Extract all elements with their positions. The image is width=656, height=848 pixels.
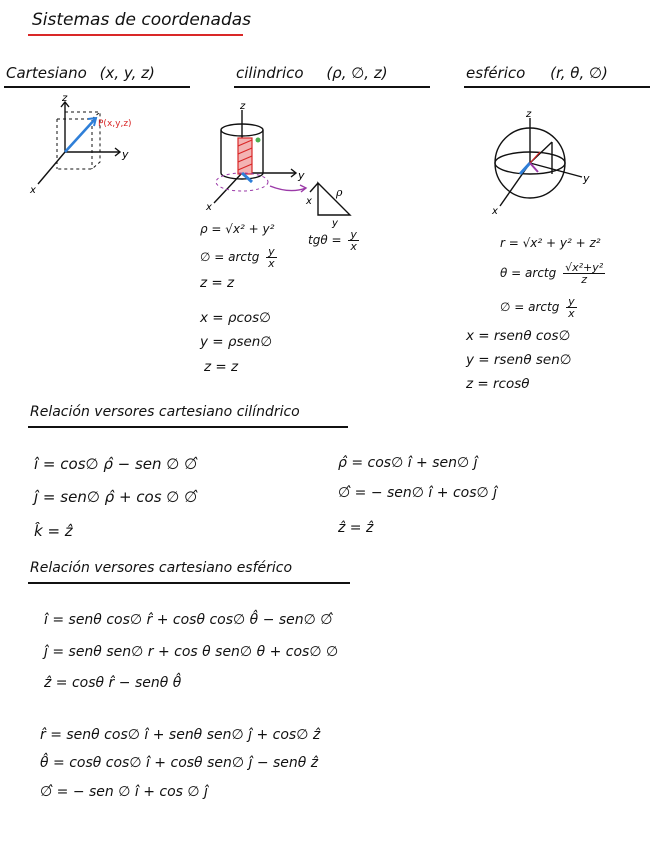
sph-phi-den: x bbox=[568, 307, 575, 320]
sph-axis-y: y bbox=[583, 172, 590, 185]
sph-inverse-line: ∅̂ = − sen ∅ î + cos ∅ ĵ bbox=[40, 784, 208, 800]
cyl-tan-label: tgθ = bbox=[308, 233, 342, 247]
sph-inverse-line: θ̂ = cosθ cos∅ î + cosθ sen∅ ĵ − senθ ẑ bbox=[40, 755, 319, 771]
section-cyl-heading: Relación versores cartesiano cilíndrico bbox=[30, 404, 300, 420]
sph-phi-frac bbox=[566, 296, 577, 319]
cylindrical-underline bbox=[234, 86, 430, 88]
cartesian-heading bbox=[6, 64, 155, 82]
cart-point-label: P(x,y,z) bbox=[98, 119, 132, 129]
cyl-tan-eq bbox=[308, 229, 359, 252]
sph-theta-den: z bbox=[581, 273, 587, 286]
cartesian-underline bbox=[4, 86, 190, 88]
triangle-y-label: y bbox=[332, 218, 338, 229]
cyl-phi-frac bbox=[266, 246, 277, 269]
page-title: Sistemas de coordenadas bbox=[32, 10, 252, 30]
cyl-right-line: ρ̂ = cos∅ î + sen∅ ĵ bbox=[338, 455, 478, 471]
spherical-diagram bbox=[480, 110, 600, 220]
cylindrical-coords: (ρ, ∅, z) bbox=[326, 64, 388, 82]
cyl-right-line: ∅̂ = − sen∅ î + cos∅ ĵ bbox=[338, 485, 498, 501]
cartesian-coords: (x, y, z) bbox=[99, 64, 155, 82]
cyl-left-line: ĵ = sen∅ ρ̂ + cos ∅ ∅̂ bbox=[34, 488, 198, 506]
spherical-label: esférico bbox=[466, 64, 526, 82]
triangle-x-label: x bbox=[306, 196, 312, 207]
section-sph-underline bbox=[28, 582, 350, 584]
sph-theta-num: √x²+y² bbox=[565, 261, 604, 274]
section-sph-heading: Relación versores cartesiano esférico bbox=[30, 560, 293, 576]
spherical-underline bbox=[464, 86, 650, 88]
spherical-heading bbox=[466, 64, 608, 82]
sph-y-eq: y = rsenθ sen∅ bbox=[466, 352, 572, 368]
spherical-coords: (r, θ, ∅) bbox=[550, 64, 608, 82]
cyl-phi-den: x bbox=[268, 257, 275, 270]
title-underline bbox=[28, 34, 243, 36]
cartesian-label: Cartesiano bbox=[6, 64, 87, 82]
cyl-z-eq: z = z bbox=[200, 275, 235, 291]
cart-axis-y: y bbox=[122, 148, 129, 161]
cart-axis-z: z bbox=[62, 93, 68, 104]
sph-versor-line: î = senθ cos∅ r̂ + cosθ cos∅ θ̂ − sen∅ ∅̂ bbox=[44, 612, 333, 628]
cyl-left-line: k̂ = ẑ bbox=[34, 522, 73, 540]
cyl-phi-num: y bbox=[268, 245, 275, 258]
sph-theta-label: θ = arctg bbox=[500, 266, 557, 280]
cylindrical-label: cilindrico bbox=[236, 64, 304, 82]
cyl-tan-num: y bbox=[350, 228, 357, 241]
sph-theta-eq bbox=[500, 262, 605, 285]
cyl-y-eq: y = ρsen∅ bbox=[200, 334, 273, 350]
cyl-x-eq: x = ρcos∅ bbox=[200, 310, 271, 326]
cartesian-diagram bbox=[30, 92, 180, 202]
cyl-axis-z: z bbox=[240, 101, 246, 112]
sph-phi-num: y bbox=[568, 295, 575, 308]
cyl-right-line: ẑ = ẑ bbox=[338, 520, 374, 536]
cyl-axis-x: x bbox=[206, 202, 212, 213]
sph-versor-line: ĵ = senθ sen∅ r + cos θ sen∅ θ + cos∅ ∅ bbox=[44, 644, 339, 660]
cyl-z2-eq: z = z bbox=[204, 359, 239, 375]
cyl-rho-eq: ρ = √x² + y² bbox=[200, 222, 275, 236]
sph-r-eq: r = √x² + y² + z² bbox=[500, 236, 601, 250]
cylindrical-heading bbox=[236, 64, 388, 82]
sph-z-eq: z = rcosθ bbox=[466, 376, 530, 392]
cyl-phi-eq bbox=[200, 246, 277, 269]
cyl-tan-frac bbox=[348, 229, 359, 252]
sph-phi-eq bbox=[500, 296, 577, 319]
sph-versor-line: ẑ = cosθ r̂ − senθ θ̂ bbox=[44, 675, 182, 691]
sph-theta-frac bbox=[563, 262, 605, 285]
sph-inverse-line: r̂ = senθ cos∅ î + senθ sen∅ ĵ + cos∅ ẑ bbox=[40, 727, 321, 743]
cart-axis-x: x bbox=[30, 185, 36, 196]
section-cyl-underline bbox=[28, 426, 348, 428]
triangle-rho-label: ρ bbox=[336, 186, 343, 199]
cyl-phi-label: ∅ = arctg bbox=[200, 250, 260, 264]
cyl-left-line: î = cos∅ ρ̂ − sen ∅ ∅̂ bbox=[34, 455, 198, 473]
cyl-axis-y: y bbox=[298, 169, 305, 182]
sph-axis-z: z bbox=[526, 109, 532, 120]
sph-phi-label: ∅ = arctg bbox=[500, 300, 560, 314]
cyl-tan-den: x bbox=[350, 240, 357, 253]
sph-axis-x: x bbox=[492, 206, 498, 217]
sph-x-eq: x = rsenθ cos∅ bbox=[466, 328, 571, 344]
